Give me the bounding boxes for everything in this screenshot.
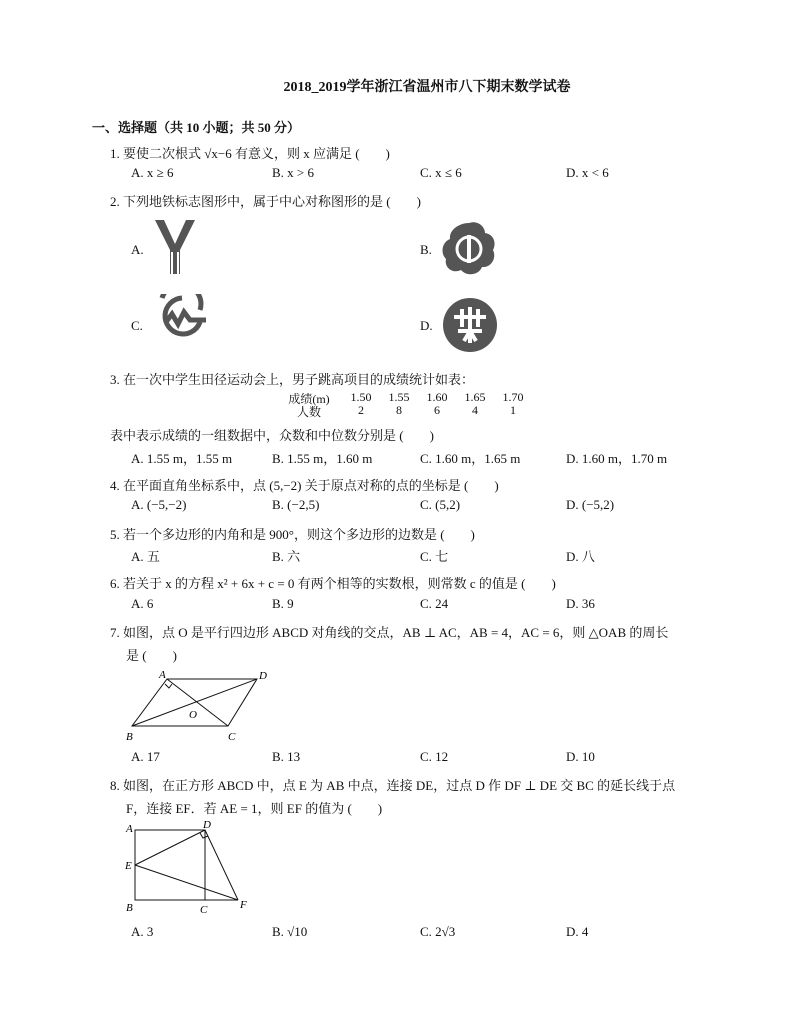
table-cell: 1.55 xyxy=(388,390,410,404)
table-cell: 1.65 xyxy=(464,390,486,404)
q3-option-a: A. 1.55 m，1.55 m xyxy=(131,451,233,466)
q1-option-d: D. x < 6 xyxy=(566,165,609,180)
q5-option-d: D. 八 xyxy=(566,549,595,564)
q4-option-b: B. (−2,5) xyxy=(272,497,320,512)
table-cell: 1.60 xyxy=(426,390,448,404)
metro-logo-flower-icon xyxy=(441,220,497,276)
q2-option-a: A. xyxy=(131,242,144,257)
label-b: B xyxy=(126,731,133,743)
label-c: C xyxy=(200,904,208,916)
q7-option-b: B. 13 xyxy=(272,749,301,764)
section-heading: 一、选择题（共 10 小题；共 50 分） xyxy=(92,120,301,135)
q6-option-b: B. 9 xyxy=(272,596,294,611)
label-e: E xyxy=(125,860,132,872)
question-1: 1. 要使二次根式 √x−6 有意义，则 x 应满足 ( ) xyxy=(110,146,390,161)
q7-option-a: A. 17 xyxy=(131,749,160,764)
q8-option-d: D. 4 xyxy=(566,924,589,939)
table-cell: 1.50 xyxy=(350,390,372,404)
q8-option-b: B. √10 xyxy=(272,924,308,939)
label-f: F xyxy=(240,899,247,911)
question-6: 6. 若关于 x 的方程 x² + 6x + c = 0 有两个相等的实数根，则常数 c 的值是 ( ) xyxy=(110,576,556,591)
label-d: D xyxy=(259,670,267,682)
table-cell: 6 xyxy=(434,403,440,417)
q3-option-c: C. 1.60 m，1.65 m xyxy=(420,451,521,466)
question-8-line2: F，连接 EF．若 AE = 1，则 EF 的值为 ( ) xyxy=(126,801,383,816)
q7-option-d: D. 10 xyxy=(566,749,595,764)
q5-option-b: B. 六 xyxy=(272,549,301,564)
q4-option-c: C. (5,2) xyxy=(420,497,461,512)
q8-option-c: C. 2√3 xyxy=(420,924,456,939)
page-title: 2018_2019学年浙江省温州市八下期末数学试卷 xyxy=(283,80,571,95)
q6-option-d: D. 36 xyxy=(566,596,595,611)
table-cell: 2 xyxy=(358,403,364,417)
label-a: A xyxy=(126,823,133,835)
q5-option-a: A. 五 xyxy=(131,549,160,564)
question-4: 4. 在平面直角坐标系中，点 (5,−2) 关于原点对称的点的坐标是 ( ) xyxy=(110,478,499,493)
question-7: 7. 如图，点 O 是平行四边形 ABCD 对角线的交点，AB ⊥ AC，AB = 4，AC = 6，则 △OAB 的周长 xyxy=(110,625,669,640)
question-7-line2: 是 ( ) xyxy=(126,648,177,663)
q2-option-c: C. xyxy=(131,318,143,333)
figure-square xyxy=(120,818,260,918)
q6-option-c: C. 24 xyxy=(420,596,449,611)
table-header-cell: 人数 xyxy=(296,405,321,419)
q2-option-b: B. xyxy=(420,242,432,257)
figure-parallelogram xyxy=(124,668,276,744)
q3-option-b: B. 1.55 m，1.60 m xyxy=(272,451,373,466)
q8-option-a: A. 3 xyxy=(131,924,154,939)
question-3: 3. 在一次中学生田径运动会上，男子跳高项目的成绩统计如表： xyxy=(110,372,475,387)
q1-option-a: A. x ≥ 6 xyxy=(131,165,174,180)
label-d: D xyxy=(203,819,211,831)
label-c: C xyxy=(228,731,236,743)
q7-option-c: C. 12 xyxy=(420,749,449,764)
q2-option-d: D. xyxy=(420,318,433,333)
label-b: B xyxy=(126,902,133,914)
q4-option-d: D. (−5,2) xyxy=(566,497,615,512)
question-8: 8. 如图，在正方形 ABCD 中，点 E 为 AB 中点，连接 DE，过点 D 作 DF ⊥ DE 交 BC 的延长线于点 xyxy=(110,778,676,793)
metro-logo-y-icon xyxy=(152,218,198,276)
q1-option-c: C. x ≤ 6 xyxy=(420,165,462,180)
label-a: A xyxy=(159,669,166,681)
table-cell: 8 xyxy=(396,403,402,417)
question-5: 5. 若一个多边形的内角和是 900°，则这个多边形的边数是 ( ) xyxy=(110,527,475,542)
metro-logo-wave-icon xyxy=(152,294,210,338)
table-cell: 1 xyxy=(510,403,516,417)
table-cell: 1.70 xyxy=(502,390,524,404)
label-o: O xyxy=(189,709,197,721)
question-3-line2: 表中表示成绩的一组数据中，众数和中位数分别是 ( ) xyxy=(110,428,434,443)
table-cell: 4 xyxy=(472,403,478,417)
q1-option-b: B. x > 6 xyxy=(272,165,315,180)
q6-option-a: A. 6 xyxy=(131,596,154,611)
q3-option-d: D. 1.60 m，1.70 m xyxy=(566,451,668,466)
metro-logo-circle-icon xyxy=(442,297,498,353)
q5-option-c: C. 七 xyxy=(420,549,449,564)
question-2: 2. 下列地铁标志图形中，属于中心对称图形的是 ( ) xyxy=(110,194,421,209)
q4-option-a: A. (−5,−2) xyxy=(131,497,187,512)
table-header-cell: 成绩(m) xyxy=(288,392,330,406)
